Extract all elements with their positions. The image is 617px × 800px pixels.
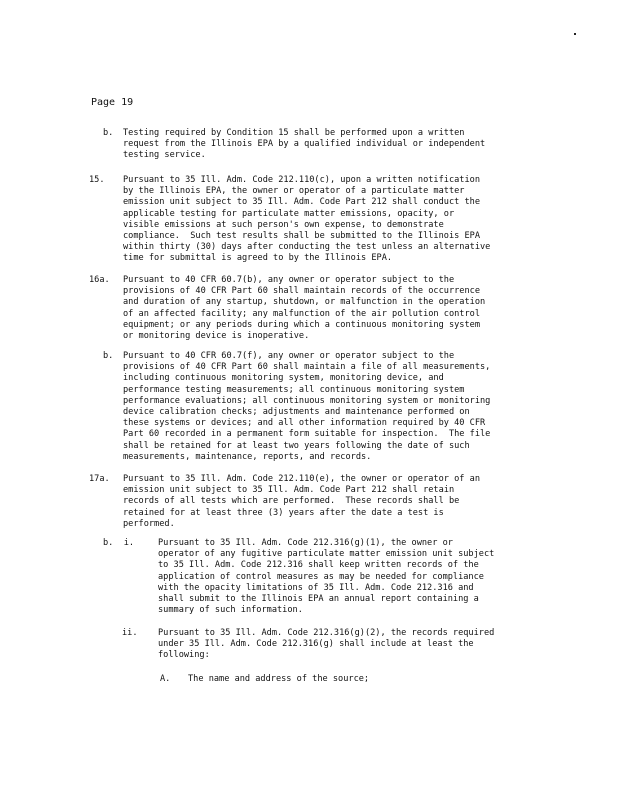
page-number: Page 19 (91, 97, 134, 108)
condition-14b (0, 128, 486, 173)
item-text: The name and address of the source; (188, 674, 370, 684)
item-label: ii. (122, 628, 138, 638)
item-text: Testing required by Condition 15 shall be performed upon a written request from the Illinois EPA by a qualified individual or independent testing service. (123, 128, 486, 161)
item-label: A. (160, 674, 171, 684)
item-text: Pursuant to 35 Ill. Adm. Code 212.110(c), upon a written notification by the Illinois EPA, the owner or operator of a particulate matter emission unit subject to 35 Ill. Adm. Code Part 212 shall conduct the applicable testing for particulate matter emissions, opacity, or visible emissions at such person's own expense, to demonstrate compliance. Such test results shall be submitted to the Illinois EPA within thirty (30) days after conducting the test unless an alternative time for submittal is agreed to by the Illinois EPA. (123, 175, 491, 264)
condition-17b-i (0, 538, 495, 616)
condition-17b-ii (0, 628, 495, 673)
item-text: Pursuant to 40 CFR 60.7(b), any owner or operator subject to the provisions of 40 CFR Part 60 shall maintain records of the occurrence and duration of any startup, shutdown, or malfunction in the operation of an affected facility; any malfunction of the air pollution control equipment; or any periods during which a continuous monitoring system or monitoring device is inoperative. (123, 275, 486, 342)
item-text: Pursuant to 35 Ill. Adm. Code 212.316(g)(2), the records required under 35 Ill. Adm. Code 212.316(g) shall include at least the following: (158, 628, 495, 661)
condition-16b (0, 351, 491, 462)
condition-16a (0, 275, 486, 342)
item-text: Pursuant to 35 Ill. Adm. Code 212.110(e), the owner or operator of an emission unit subject to 35 Ill. Adm. Code Part 212 shall retain records of all tests which are performed. These records shall be retained for at least three (3) years after the date a test is performed. (123, 474, 480, 529)
item-label: 17a. (89, 474, 110, 484)
scan-speck (574, 33, 576, 35)
item-label: 15. (89, 175, 105, 185)
item-text: Pursuant to 35 Ill. Adm. Code 212.316(g)(1), the owner or operator of any fugitive particulate matter emission unit subject to 35 Ill. Adm. Code 212.316 shall keep written records of the application of control measures as may be needed for compliance with the opacity limitations of 35 Ill. Adm. Code 212.316 and shall submit to the Illinois EPA an annual report containing a summary of such information. (158, 538, 495, 616)
condition-17a (0, 474, 480, 529)
item-text: Pursuant to 40 CFR 60.7(f), any owner or operator subject to the provisions of 40 CFR Part 60 shall maintain a file of all measurements, including continuous monitoring system, monitoring device, and performance testing measurements; all continuous monitoring system performance evaluations; all continuous monitoring system or monitoring device calibration checks; adjustments and maintenance performed on these systems or devices; and all other information required by 40 CFR Part 60 recorded in a permanent form suitable for inspection. The file shall be retained for at least two years following the date of such measurements, maintenance, reports, and records. (123, 351, 491, 462)
item-label: b. i. (103, 538, 135, 548)
condition-17b-ii-A (0, 674, 370, 719)
item-label: b. (103, 351, 114, 361)
condition-15 (0, 175, 491, 264)
item-label: b. (103, 128, 114, 138)
item-label: 16a. (89, 275, 110, 285)
